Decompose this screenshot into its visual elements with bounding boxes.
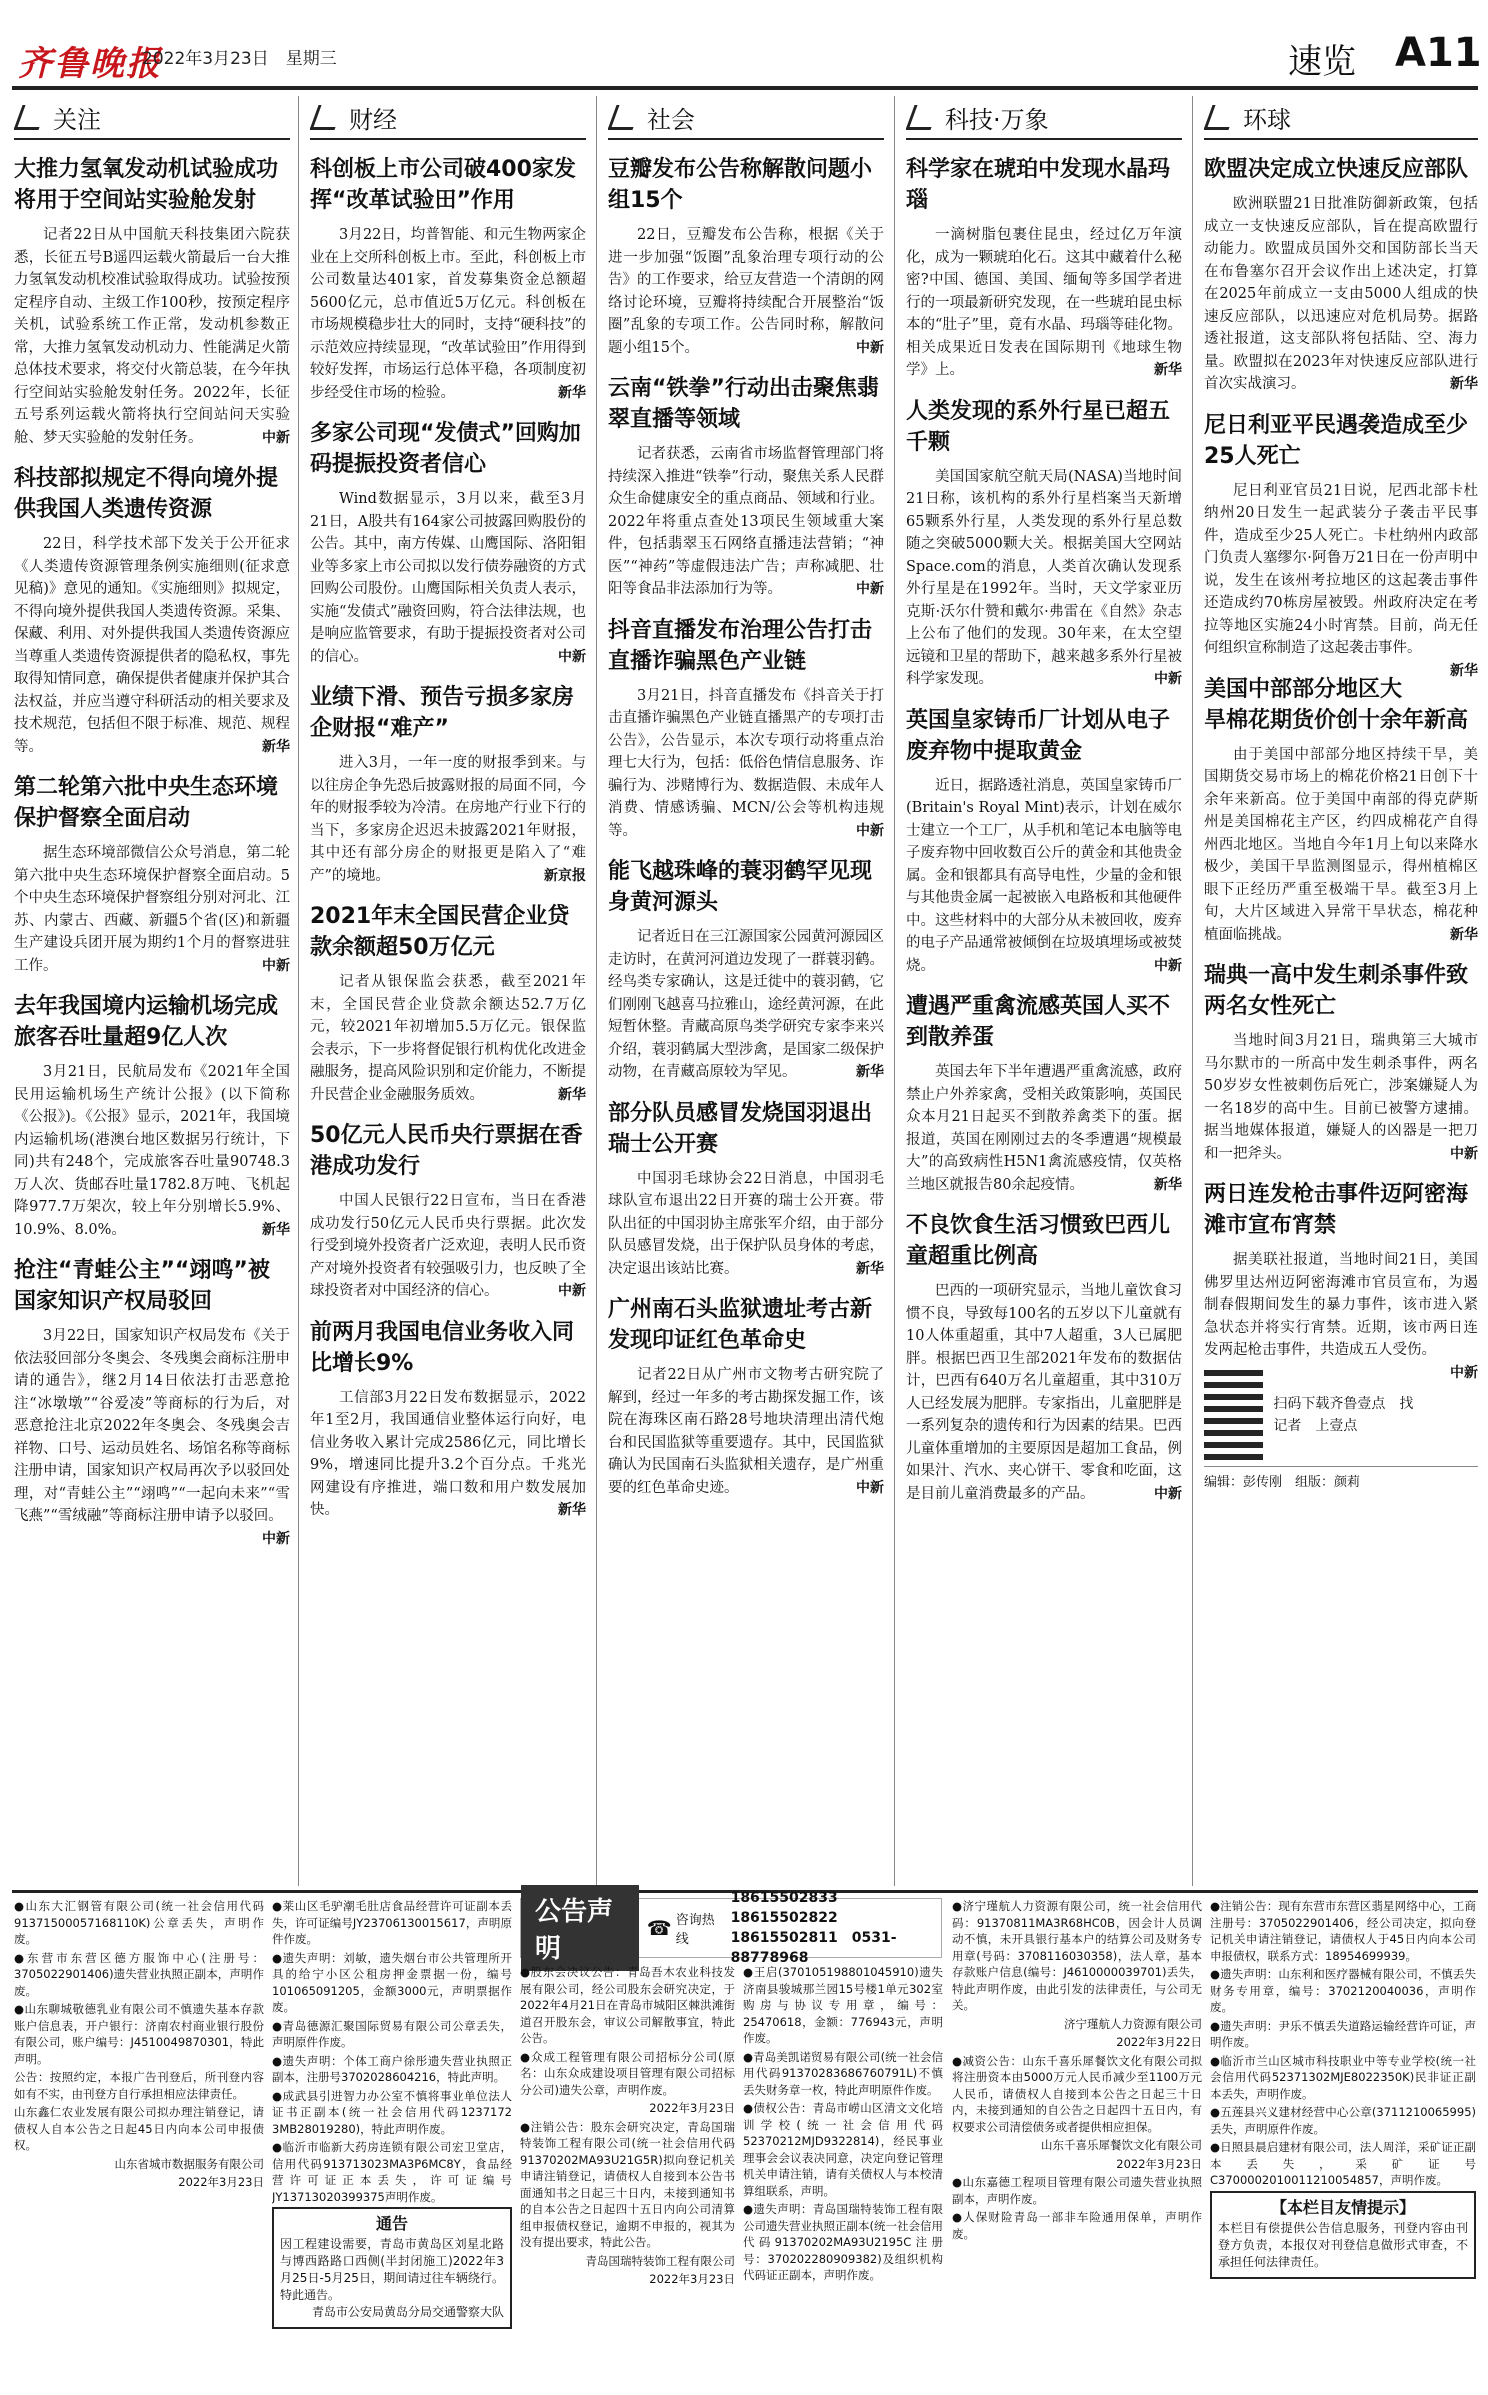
phone-icon: ☎ bbox=[646, 1916, 672, 1940]
article-body: 进入3月，一年一度的财报季到来。与以往房企争先恐后披露财报的局面不同，今年的财报季较为冷清。在房地产行业下行的当下，多家房企迟迟未披露2021年财报，其中还有部分房企的财报更是陷入了“难产”的境地。 新京报 bbox=[310, 752, 586, 887]
article-source: 新华 bbox=[1154, 362, 1182, 378]
ad-item: ●青岛德源汇聚国际贸易有限公司公章丢失，声明原件作废。 bbox=[272, 2018, 512, 2049]
article-source: 新华 bbox=[1450, 376, 1478, 392]
ad-item: 青岛国瑞特装饰工程有限公司 bbox=[585, 2253, 735, 2268]
article-body: 22日，科学技术部下发关于公开征求《人类遗传资源管理条例实施细则(征求意见稿)》意见的通知。《实施细则》拟规定，不得向境外提供我国人类遗传资源。采集、保藏、利用、对外提供我国人类遗传资源应当尊重人类遗传资源提供者的隐私权，事先取得知情同意，确保提供者健康并保护其合法权益，并应当遵守科研活动的相关要求及技术规范，包括但不限于标准、规范、规程等。 新华 bbox=[14, 533, 290, 758]
article-body: 记者近日在三江源国家公园黄河源园区走访时，在黄河河道边发现了一群蓑羽鹤。经鸟类专家确认，这是迁徙中的蓑羽鹤，它们刚刚飞越喜马拉雅山，途经黄河源，在此短暂休整。青藏高原鸟类学研究专家李来兴介绍，蓑羽鹤属大型涉禽，是国家二级保护动物，在青藏高原较为罕见。 新华 bbox=[608, 926, 884, 1084]
corner-mark-icon bbox=[906, 105, 940, 130]
article-body: 一滴树脂包裹住昆虫，经过亿万年演化，成为一颗琥珀化石。这其中藏着什么秘密?中国、德国、美国、缅甸等多国学者进行的一项最新研究发现，在一些琥珀昆虫标本的“肚子”里，竟有水晶、玛瑙等硅化物。相关成果近日发表在国际期刊《地球生物学》上。 新华 bbox=[906, 224, 1182, 382]
article-title: 英国皇家铸币厂计划从电子废弃物中提取黄金 bbox=[906, 707, 1171, 764]
ad-item: ●股东会决议公告：青岛吾木农业科技发展有限公司，经公司股东会研究决定，于2022年4月21日在青岛市城阳区棘洪滩街道召开股东会，审议公司解散事宜，特此公告。 bbox=[520, 1965, 735, 2045]
article bbox=[1204, 660, 1478, 947]
ad-item: ●东营市东营区德方服饰中心(注册号：370502290140​6)遗失营业执照正副本，声明作废。 bbox=[14, 1950, 264, 1998]
ad-item: ●减资公告：山东千喜乐犀餐饮文化有限公司拟将注册资本由5000万元人民币减少至1100万元人民币，请债权人自接到本公告之日起三十日内，未接到通知的自公告之日起四十五日内，有权要求公司清偿债务或者提供相应担保。 bbox=[952, 2053, 1202, 2134]
article-body: 欧洲联盟21日批准防御新政策，包括成立一支快速反应部队，旨在提高欧盟行动能力。欧盟成员国外交和国防部长当天在布鲁塞尔召开会议作出上述决定，打算在2025年前成立一支由5000人组成的快速反应部队，以迅速应对危机局势。据路透社报道，这支部队将包括陆、空、海力量。欧盟拟在2023年对快速反应部队进行首次实战演习。 新华 bbox=[1204, 193, 1478, 396]
article bbox=[14, 140, 290, 449]
article-body: 巴西的一项研究显示，当地儿童饮食习惯不良，导致每100名的五岁以下儿童就有10人体重超重，其中7人超重，3人已属肥胖。根据巴西卫生部2021年发布的数据估计，巴西有640万名儿童超重，其中310万人已经发展为肥胖。专家指出，儿童肥胖是一系列复杂的遗传和行为因素的结果。巴西儿童体重增加的主要原因是超加工食品，例如果汁、汽水、夹心饼干、零食和吃面，这是目前儿童消费最多的产品。 中新 bbox=[906, 1280, 1182, 1505]
article-body: 中国人民银行22日宣布，当日在香港成功发行50亿元人民币央行票据。此次发行受到境外投资者广泛欢迎，表明人民币资产对境外投资者有较强吸引力，也反映了全球投资者对中国经济的信心。 中新 bbox=[310, 1190, 586, 1303]
ad-item: ●成武县引进智力办公室不慎将事业单位法人证书正副本(统一社会信用代码1237172​3MB28019280)，特此声明作废。 bbox=[272, 2088, 512, 2136]
column-world bbox=[1204, 96, 1478, 1886]
column-heading: 科技·万象 bbox=[906, 96, 1182, 140]
ad-item: 公告：按照约定，本报广告刊登后，所刊登内容如有不实，由刊登方自行承担相应法律责任。 bbox=[14, 2070, 264, 2101]
ad-item: ●山东大汇钢管有限公司(统一社会信用代码9137150005716811​0K)公章丢失，声明作废。 bbox=[14, 1899, 264, 1946]
article-source: 中新 bbox=[1450, 1364, 1478, 1381]
article-title: 50亿元人民币央行票据在香港成功发行 bbox=[310, 1123, 583, 1179]
ad-item: 山东鑫仁农业发展有限公司拟办理注销登记，请债权人自本公告之日起45日内向本公司申报债权。 bbox=[14, 2105, 264, 2152]
article bbox=[310, 140, 586, 404]
article-source: 新华 bbox=[1450, 926, 1478, 943]
banner-title: 公告声明 bbox=[521, 1885, 639, 1971]
ad-item: 2022年3月22日 bbox=[1116, 2035, 1202, 2049]
corner-mark-icon bbox=[1204, 105, 1238, 130]
ad-item: ●注销公告：股东会研究决定，青岛国瑞特装饰工程有限公司(统一社会信用代码913702​02MA93U21G5R)拟向登记机关申请注销登记，请债权人自接到本公告书面通知书之日起三十日内，未接到通知书的自本公告之日起四十五日内向公司清算组申报债权登记，逾期不申报的，视其为没有提出要求，特此公告。 bbox=[520, 2119, 735, 2249]
issue-date: 2022年3月23日 星期三 bbox=[142, 49, 337, 69]
article-source: 中新 bbox=[558, 1283, 586, 1299]
column-heading: 财经 bbox=[310, 96, 586, 140]
article bbox=[310, 404, 586, 668]
column-heading: 关注 bbox=[14, 96, 290, 140]
article-source: 中新 bbox=[856, 581, 884, 597]
tip-title: 【本栏目友情提示】 bbox=[1270, 2197, 1415, 2217]
article bbox=[608, 140, 884, 359]
article-body: 3月21日，民航局发布《2021年全国民用运输机场生产统计公报》(以下简称《公报》)。《公报》显示，2021年，我国境内运输机场(港澳台地区数据另行统计，下同)共有248个，完成旅客吞吐量90748.3万人次、货邮吞吐量1782.8万吨、飞机起降977.7万架次，较上年分别增长5.9%、10.9%、8.0%。 新华 bbox=[14, 1061, 290, 1241]
article bbox=[1204, 1165, 1478, 1381]
article bbox=[608, 359, 884, 601]
article-source: 中新 bbox=[1154, 957, 1182, 974]
article bbox=[1204, 140, 1478, 396]
article bbox=[1204, 396, 1478, 679]
article-title: 云南“铁拳”行动出击聚焦翡翠直播等领域 bbox=[608, 376, 879, 432]
ad-item: ●注销公告：现有东营市东营区翡星网络中心，工商注册号：370502290140​6，经公司决定，拟向登记机关申请注销登记，请债权人于45日内向本公司申报债权，联系方式：18954699939。 bbox=[1210, 1899, 1476, 1963]
article-source: 中新 bbox=[856, 1479, 884, 1496]
article-title: 欧盟决定成立快速反应部队 bbox=[1204, 157, 1469, 182]
article-source: 新华 bbox=[856, 1064, 884, 1080]
ad-item: ●遗失声明：青岛国瑞特装饰工程有限公司遗失营业执照正副本(统一社会信用代码913702​02MA93U2195C注册号：370202280909382)及组织机构代码证正副本，声明作废。 bbox=[743, 2202, 943, 2282]
article-title: 美国中部部分地区大旱棉花期货价创十余年新高 bbox=[1204, 676, 1469, 733]
article-title: 两日连发枪击事件迈阿密海滩市宣布宵禁 bbox=[1204, 1182, 1469, 1238]
article-body: 当地时间3月21日，瑞典第三大城市马尔默市的一所高中发生刺杀事件，两名50岁岁女性被刺伤后死亡，涉案嫌疑人为一名18岁的高中生。目前已被警方逮捕。据当地媒体报道，嫌疑人的凶器是一把刀和一把斧头。 中新 bbox=[1204, 1030, 1478, 1165]
ad-item: ●济宁瑾航人力资源有限公司，统一社会信用代码：91370811MA3R68HC0B，因会计人员调动不慎，未开具银行基本户的结算公司及财务专用章(号码：3708116030358)，法人章，基本存款账户信息(编号：J4610000039701)丢失，特此声明作废，由此引发的法律责任，与公司无关。 bbox=[952, 1899, 1202, 2012]
column-divider bbox=[1192, 96, 1193, 1886]
article-source: 新华 bbox=[558, 1502, 586, 1518]
article-title: 人类发现的系外行星已超五千颗 bbox=[906, 398, 1171, 455]
traffic-notice bbox=[272, 2207, 512, 2329]
article-title: 多家公司现“发债式”回购加码提振投资者信心 bbox=[310, 421, 581, 477]
ad-column-5 bbox=[952, 1898, 1202, 2388]
article-body: 记者22日从中国航天科技集团六院获悉，长征五号B遥四运载火箭最后一台大推力氢氧发动机校准试验取得成功。试验按预定程序自动、主级工作100秒，按预定程序关机，试验系统工作正常，发动机参数正常，大推力氢氧发动机动力、性能满足火箭总体技术要求，将交付火箭总装，在今年执行空间站实验舱发射任务。2022年，长征五号系列运载火箭将执行空间站问天实验舱、梦天实验舱的发射任务。 中新 bbox=[14, 224, 290, 449]
article-source: 中新 bbox=[558, 648, 586, 665]
article-body: 美国国家航空航天局(NASA)当地时间21日称，该机构的系外行星档案当天新增65颗系外行星，人类发现的系外行星总数随之突破5000颗大关。根据美国大空网站Space.com的消息，人类首次确认发现系外行星是在1992年。当时，天文学家亚历克斯·沃尔什赞和戴尔·弗雷在《自然》杂志上公布了他们的发现。30年来，在太空望远镜和卫星的帮助下，越来越多系外行星被科学家发现。 中新 bbox=[906, 466, 1182, 691]
article bbox=[14, 1241, 290, 1547]
article-title: 抖音直播发布治理公告打击直播诈骗黑色产业链 bbox=[608, 617, 873, 674]
announcement-banner bbox=[520, 1890, 942, 1966]
corner-mark-icon bbox=[310, 105, 344, 130]
article bbox=[608, 1280, 884, 1499]
article-title: 业绩下滑、预告亏损多家房企财报“难产” bbox=[310, 685, 575, 741]
ad-column-3 bbox=[520, 1964, 735, 2388]
article-source: 中新 bbox=[262, 957, 290, 974]
article-body: 据生态环境部微信公众号消息，第二轮第六批中央生态环境保护督察全面启动。5个中央生态环境保护督察组分别对河北、江苏、内蒙古、西藏、新疆5个省(区)和新疆生产建设兵团开展为期约1个月的督察进驻工作。 中新 bbox=[14, 842, 290, 977]
article-title: 抢注“青蛙公主”“翊鸣”被国家知识产权局驳回 bbox=[14, 1258, 270, 1314]
article-title: 豆瓣发布公告称解散问题小组15个 bbox=[608, 157, 873, 213]
column-heading: 社会 bbox=[608, 96, 884, 140]
ad-item: ●临沂市临新大药房连锁有限公司宏卫堂店，信用代码913713023MA3P6MC8Y，食品经营许可证正本丢失，许可证编号JY13713020399375声明作废。 bbox=[272, 2140, 512, 2204]
article-body: 3月21日，抖音直播发布《抖音关于打击直播诈骗黑色产业链直播黑产的专项打击公告》，公告显示，本次专项行动将重点治理七大行为，包括：低俗色情信息服务、诈骗行为、涉赌博行为、数据造假、未成年人消费、情感诱骗、MCN/公会等机构违规等。 中新 bbox=[608, 685, 884, 843]
ad-item: ●遗失声明：尹乐不慎丢失道路运输经营许可证，声明作废。 bbox=[1210, 2018, 1476, 2049]
qr-promo bbox=[1204, 1370, 1421, 1460]
hotline-label: 咨询热线 bbox=[675, 1913, 715, 1947]
corner-mark-icon bbox=[14, 105, 48, 130]
article bbox=[14, 758, 290, 977]
article-body: 尼日利亚官员21日说，尼西北部卡杜纳州20日发生一起武装分子袭击平民事件，造成至少25人死亡。卡杜纳州内政部门负责人塞缪尔·阿鲁万21日在一份声明中说，发生在该州考拉地区的这起袭击事件还造成约70栋房屋被毁。州政府决定在考拉等地区实施24小时宵禁。目前，尚无任何组织宣称制造了这起袭击事件。 新华 bbox=[1204, 480, 1478, 660]
ad-item: ●山东嘉德工程项目管理有限公司遗失营业执照副本，声明作废。 bbox=[952, 2175, 1202, 2206]
ad-item: ●青岛美凯诺贸易有限公司(统一社会信用代码91370283686760791L)不慎丢失财务章一枚，特此声明原件作废。 bbox=[743, 2049, 943, 2097]
article-source: 中新 bbox=[1154, 1485, 1182, 1502]
article-body: 记者从银保监会获悉，截至2021年末，全国民营企业贷款余额达52.7万亿元，较2021年初增加5.5万亿元。银保监会表示，下一步将督促银行机构优化改进金融服务，提高风险识别和定价能力，不断提升民营企业金融服务质效。 新华 bbox=[310, 971, 586, 1106]
article bbox=[906, 140, 1182, 382]
article bbox=[608, 842, 884, 1084]
ad-item: 2022年3月23日 bbox=[649, 2272, 735, 2286]
article-source: 中新 bbox=[1450, 1145, 1478, 1162]
article-title: 遭遇严重禽流感英国人买不到散养蛋 bbox=[906, 994, 1171, 1050]
ad-item: ●人保财险青岛一部非车险通用保单，声明作废。 bbox=[952, 2210, 1202, 2241]
column-divider bbox=[596, 96, 597, 1886]
column-finance bbox=[310, 96, 586, 1886]
article-body: 中国羽毛球协会22日消息，中国羽毛球队宣布退出22日开赛的瑞士公开赛。带队出征的中国羽协主席张军介绍，由于部分队员感冒发烧，出于保护队员身体的考虑，决定退出该站比赛。 新华 bbox=[608, 1168, 884, 1281]
newspaper-logo: 齐鲁晚报 bbox=[18, 44, 162, 84]
article-title: 广州南石头监狱遗址考古新发现印证红色革命史 bbox=[608, 1297, 873, 1353]
ad-column-6 bbox=[1210, 1898, 1476, 2388]
article bbox=[906, 1196, 1182, 1505]
article-source: 中新 bbox=[856, 339, 884, 356]
article-body: 22日，豆瓣发布公告称，根据《关于进一步加强“饭圈”乱象治理专项行动的公告》的工作要求，给豆友营造一个清朗的网络讨论环境，豆瓣将持续配合开展整治“饭圈”乱象的专项工作。公告同时称，解散问题小组15个。 中新 bbox=[608, 224, 884, 359]
notice-issuer: 青岛市公安局黄岛分局交通警察大队 bbox=[311, 2305, 504, 2319]
article-source: 新华 bbox=[262, 1221, 290, 1238]
ad-item: ●众成工程管理有限公司招标分公司(原名：山东众成建设项目管理有限公司招标分公司)遗失公章，声明作废。 bbox=[520, 2049, 735, 2097]
article-source: 新华 bbox=[1450, 662, 1478, 679]
ad-item: 山东省城市数据服务有限公司 bbox=[114, 2156, 264, 2171]
article-body: Wind数据显示，3月以来，截至3月21日，A股共有164家公司披露回购股份的公告。其中，南方传媒、山鹰国际、洛阳钼业等多家上市公司拟以发行债券融资的方式回购公司股份。山鹰国际相关负责人表示，实施“发债式”融资回购，符合法律法规，也是响应监管要求，有助于提振投资者对公司的信心。 中新 bbox=[310, 488, 586, 668]
column-heading: 环球 bbox=[1204, 96, 1478, 140]
article-body: 记者22日从广州市文物考古研究院了解到，经过一年多的考古勘探发掘工作，该院在海珠区南石路28号地块清理出清代炮台和民国监狱等重要遗存。其中，民国监狱确认为民国南石头监狱相关遗存，是广州重要的红色革命史迹。 中新 bbox=[608, 1364, 884, 1499]
article-title: 去年我国境内运输机场完成旅客吞吐量超9亿人次 bbox=[14, 994, 279, 1050]
article bbox=[906, 691, 1182, 978]
article-body: 记者获悉，云南省市场监督管理部门将持续深入推进“铁拳”行动，聚焦关系人民群众生命健康安全的重点商品、领域和行业。2022年将重点查处13项民生领域重大案件，包括翡翠玉石网络直播违法营销；“神医”“神药”等虚假违法广告；声称减肥、壮阳等食品非法添加行为等。 中新 bbox=[608, 443, 884, 601]
tip-body: 本栏目有偿提供公告信息服务，刊登内容由刊登方负责，本报仅对刊登信息做形式审查，不承担任何法律责任。 bbox=[1218, 2220, 1468, 2269]
ad-item: ●莱山区毛驴潮毛肚店食品经营许可证副本丢失，许可证编号JY23706130015617，声明原件作废。 bbox=[272, 1899, 512, 1946]
article-source: 中新 bbox=[856, 822, 884, 839]
article bbox=[14, 449, 290, 758]
article bbox=[1204, 946, 1478, 1165]
article-source: 新华 bbox=[558, 1086, 586, 1103]
column-society bbox=[608, 96, 884, 1886]
article bbox=[310, 1106, 586, 1303]
header-rule bbox=[12, 86, 1478, 90]
article-body: 近日，据路透社消息，英国皇家铸币厂(Britain's Royal Mint)表示，计划在威尔士建立一个工厂，从手机和笔记本电脑等电子废弃物中回收数百公斤的黄金和其他贵金属。金和银都具有高导电性，少量的金和银与其他贵金属一起被嵌入电路板和其他硬件中。这些材料中的大部分从未被回收，废弃的电子产品通常被倾倒在垃圾填埋场或被焚烧。 中新 bbox=[906, 775, 1182, 978]
corner-mark-icon bbox=[608, 105, 642, 130]
article bbox=[310, 1303, 586, 1522]
column-tip-box bbox=[1210, 2191, 1476, 2279]
ad-item: ●债权公告：青岛市崂山区清文文化培训学校(统一社会信用代码52370212MJD9322814)，经民事业理事会会议表决同意，决定向登记管理机关申请注销，请有关债权人与本校清算组联系，声明。 bbox=[743, 2101, 943, 2198]
article-title: 尼日利亚平民遇袭造成至少25人死亡 bbox=[1204, 412, 1469, 469]
article-source: 新京报 bbox=[544, 867, 586, 884]
article-body: 3月22日，均普智能、和元生物两家企业在上交所科创板上市。至此，科创板上市公司数量达401家，首发募集资金总额超5600亿元，总市值近5万亿元。科创板在市场规模稳步壮大的同时，支持“硬科技”的示范效应持续显现，“改革试验田”作用得到较好发挥，市场运行总体平稳，各项制度初步经受住市场的检验。 新华 bbox=[310, 224, 586, 404]
notice-title: 通告 bbox=[375, 2214, 408, 2233]
article bbox=[906, 977, 1182, 1196]
article-title: 2021年末全国民营企业贷款余额超50万亿元 bbox=[310, 904, 570, 960]
article bbox=[906, 382, 1182, 691]
qr-code-icon[interactable] bbox=[1204, 1370, 1263, 1460]
ad-column-4 bbox=[743, 1964, 943, 2388]
page-number: A11 bbox=[1395, 30, 1482, 76]
article-title: 科学家在琥珀中发现水晶玛瑙 bbox=[906, 157, 1171, 213]
hotline-numbers: 18615502833 18615502822 18615502811 0531-88778968 bbox=[730, 1890, 897, 1966]
ad-item: ●王启(370105198801045910)遗失济南县骏城那兰园15号楼1单元302室购房与协议专用章，编号：25470618，金额：776943元，声明作废。 bbox=[743, 1965, 943, 2045]
article-title: 前两月我国电信业务收入同比增长9% bbox=[310, 1319, 575, 1376]
ad-item: ●遗失声明：山东利和医疗器械有限公司，不慎丢失财务专用章，编号：37021200400​36，声明作废。 bbox=[1210, 1967, 1476, 2014]
column-focus bbox=[14, 96, 290, 1886]
ad-item: ●遗失声明：刘敏，遗失烟台市公共管理所开具的给宁小区公租房押金票据一份，编号101065091205，金额3000元，声明票据作废。 bbox=[272, 1950, 512, 2014]
article-source: 新华 bbox=[856, 1260, 884, 1277]
ad-item: ●临沂市兰山区城市科技职业中等专业学校(统一社会信用代码52371302MJE8022350K)民非证正副本丢失，声明作废。 bbox=[1210, 2053, 1476, 2101]
article bbox=[310, 887, 586, 1106]
article-source: 新华 bbox=[1154, 1176, 1182, 1193]
article bbox=[14, 977, 290, 1241]
editor-credit: 编辑：彭传刚 组版：颜莉 bbox=[1204, 1466, 1478, 1490]
article-title: 能飞越珠峰的蓑羽鹤罕见现身黄河源头 bbox=[608, 859, 873, 915]
ad-item: ●遗失声明：个体工商户徐彤遗失营业执照正副本，注册号3702028604216，特此声明。 bbox=[272, 2053, 512, 2084]
article bbox=[608, 1084, 884, 1281]
column-science bbox=[906, 96, 1182, 1886]
article-title: 科技部拟规定不得向境外提供我国人类遗传资源 bbox=[14, 466, 279, 522]
ad-column-1 bbox=[14, 1898, 264, 2388]
article-body: 3月22日，国家知识产权局发布《关于依法驳回部分冬奥会、冬残奥会商标注册申请的通告》，继2月14日依法打击恶意抢注“冰墩墩”“谷爱凌”等商标的行为后，对恶意抢注北京2022年冬奥会、冬残奥会吉祥物、口号、运动员姓名、场馆名称等商标注册申请，国家知识产权局再次予以驳回处理，对“青蛙公主”“翊鸣”“一起向未来”“雪飞燕”“雪绒融”等商标注册申请予以驳回。 中新 bbox=[14, 1325, 290, 1528]
article-title: 部分队员感冒发烧国羽退出瑞士公开赛 bbox=[608, 1100, 873, 1157]
ad-item: ●山东聊城敬德乳业有限公司不慎遗失基本存款账户信息表，开户银行：济南农村商业银行股份有限公司，账户编号：J4510049870301，特此声明。 bbox=[14, 2002, 264, 2066]
qr-caption: 扫码下载齐鲁壹点 找记者 上壹点 bbox=[1273, 1395, 1414, 1434]
ad-column-2 bbox=[272, 1898, 512, 2388]
notice-body: 因工程建设需要，青岛市黄岛区刘星北路与博西路路口西侧(半封闭施工)2022年3月25日-5月25日，期间请过往车辆绕行。特此通告。 bbox=[280, 2237, 504, 2302]
ad-item: ●五莲县兴义建材经营中心公章(37112100659​95)丢失，声明原件作废。 bbox=[1210, 2105, 1476, 2136]
ad-item: 2022年3月23日 bbox=[649, 2101, 735, 2115]
ad-item: 山东千喜乐犀餐饮文化有限公司 bbox=[1041, 2138, 1202, 2152]
article-body: 据美联社报道，当地时间21日，美国佛罗里达州迈阿密海滩市官员宣布，为遏制春假期间发生的暴力事件，该市进入紧急状态并将实行宵禁。近期，该市两日连发两起枪击事件，共造成五人受伤。 中新 bbox=[1204, 1249, 1478, 1362]
ad-item: ●日照县晨启建材有限公司，法人周洋，采矿证正副本丢失，采矿证号C3700002010011210054857，声明作废。 bbox=[1210, 2140, 1476, 2187]
article-title: 瑞典一高中发生刺杀事件致两名女性死亡 bbox=[1204, 963, 1469, 1019]
article-body: 工信部3月22日发布数据显示，2022年1至2月，我国通信业整体运行向好，电信业务收入累计完成2586亿元，同比增长9%，增速同比提升3.2个百分点。千兆光网建设有序推进，端口数和用户数发展加快。 新华 bbox=[310, 1387, 586, 1522]
article-body: 英国去年下半年遭遇严重禽流感，政府禁止户外养家禽，受相关政策影响，英国民众本月21日起买不到散养禽类下的蛋。据报道，英国在刚刚过去的冬季遭遇“规模最大”的高致病性H5N1禽流感疫情，仅英格兰地区就报告80余起疫情。 新华 bbox=[906, 1061, 1182, 1196]
article bbox=[310, 668, 586, 887]
column-divider bbox=[894, 96, 895, 1886]
column-divider bbox=[298, 96, 299, 1886]
article-title: 大推力氢氧发动机试验成功将用于空间站实验舱发射 bbox=[14, 157, 279, 213]
article-source: 新华 bbox=[558, 384, 586, 401]
article-title: 第二轮第六批中央生态环境保护督察全面启动 bbox=[14, 775, 279, 831]
article-source: 新华 bbox=[262, 738, 290, 755]
ad-item: 2022年3月23日 bbox=[178, 2175, 264, 2189]
section-title: 速览 bbox=[1288, 42, 1356, 82]
article-source: 中新 bbox=[262, 1530, 290, 1547]
ad-item: 济宁瑾航人力资源有限公司 bbox=[1064, 2016, 1202, 2031]
article-title: 不良饮食生活习惯致巴西儿童超重比例高 bbox=[906, 1213, 1171, 1269]
article bbox=[608, 601, 884, 843]
article-body: 由于美国中部部分地区持续干旱，美国期货交易市场上的棉花价格21日创下十余年来新高。位于美国中南部的得克萨斯州是美国棉花主产区，约四成棉花产自得州西北地区。当地自今年1月上旬以来降水极少，美国干旱监测图显示，得州植棉区眼下正经历严重至极端干旱。截至3月上旬，大片区域进入异常干旱状态，棉花种植面临挑战。 新华 bbox=[1204, 744, 1478, 947]
article-source: 中新 bbox=[1154, 671, 1182, 687]
article-source: 中新 bbox=[262, 429, 290, 446]
ad-item: 2022年3月23日 bbox=[1116, 2156, 1202, 2171]
article-title: 科创板上市公司破400家发挥“改革试验田”作用 bbox=[310, 157, 576, 213]
